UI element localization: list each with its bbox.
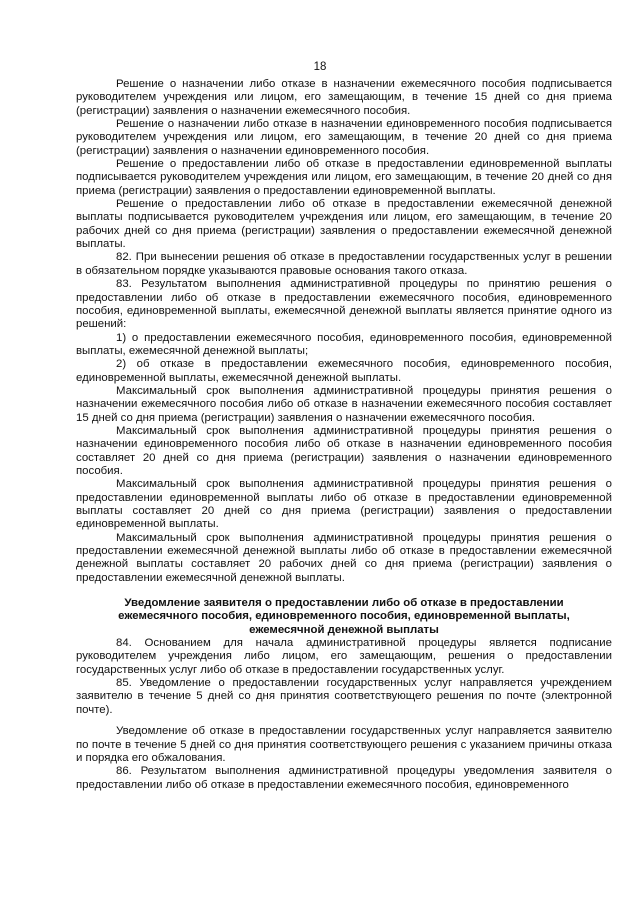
paragraph: 84. Основанием для начала административной процедуры является подписание руководителем учреждения либо лицом, его замещающим, решения о предоставлении государственных услуг либо об отказе в предоставлении государственных услуг. <box>76 637 612 676</box>
paragraph: Решение о предоставлении либо об отказе в предоставлении единовременной выплаты подписывается руководителем учреждения или лицом, его замещающим, в течение 20 дней со дня приема (регистрации) заявления о предоставлении единовременной выплаты. <box>76 158 612 197</box>
paragraph: Решение о назначении либо отказе в назначении единовременного пособия подписывается руководителем учреждения или лицом, его замещающим, в течение 20 дней со дня приема (регистрации) заявления о назначении единовременного пособия. <box>76 118 612 157</box>
paragraph: 85. Уведомление о предоставлении государственных услуг направляется учреждением заявителю в течение 5 дней со дня принятия соответствующего решения по почте (электронной почте). <box>76 677 612 716</box>
paragraph: 82. При вынесении решения об отказе в предоставлении государственных услуг в решении в обязательном порядке указываются правовые основания такого отказа. <box>76 251 612 277</box>
section-heading-line: ежемесячной денежной выплаты <box>249 623 439 636</box>
paragraph: Решение о назначении либо отказе в назначении ежемесячного пособия подписывается руководителем учреждения или лицом, его замещающим, в течение 15 дней со дня приема (регистрации) заявления о назначении ежемесячного пособия. <box>76 78 612 117</box>
document-body <box>76 78 612 792</box>
page-number: 18 <box>313 61 327 73</box>
paragraph: 86. Результатом выполнения административной процедуры уведомления заявителя о предоставлении либо об отказе в предоставлении ежемесячного пособия, единовременного <box>76 765 612 791</box>
list-item: 2) об отказе в предоставлении ежемесячного пособия, единовременного пособия, единовременной выплаты, ежемесячной денежной выплаты. <box>76 358 612 384</box>
paragraph: Максимальный срок выполнения административной процедуры принятия решения о назначении единовременного пособия либо об отказе в назначении единовременного пособия составляет 20 дней со дня приема (регистрации) заявления о назначении единовременного пособия. <box>76 424 612 477</box>
paragraph: 83. Результатом выполнения административной процедуры по принятию решения о предоставлении либо об отказе в предоставлении ежемесячного пособия, единовременного пособия, единовременной выплаты, ежемесячной денежной выплаты является принятие одного из решений: <box>76 278 612 331</box>
paragraph: Уведомление об отказе в предоставлении государственных услуг направляется заявителю по почте в течение 5 дней со дня принятия соответствующего решения с указанием причины отказа и порядка его обжалования. <box>76 725 612 764</box>
section-heading-line: Уведомление заявителя о предоставлении либо об отказе в предоставлении <box>124 597 564 610</box>
section-heading-line: ежемесячного пособия, единовременного пособия, единовременной выплаты, <box>118 610 570 623</box>
paragraph: Максимальный срок выполнения административной процедуры принятия решения о назначении ежемесячного пособия либо об отказе в назначении ежемесячного пособия составляет 15 дней со дня приема (регистрации) заявления о назначении ежемесячного пособия. <box>76 384 612 424</box>
paragraph: Максимальный срок выполнения административной процедуры принятия решения о предоставлении ежемесячной денежной выплаты либо об отказе в предоставлении ежемесячной денежной выплаты составляет 20 рабочих дней со дня приема (регистрации) заявления о предоставлении ежемесячной денежной выплаты. <box>76 531 612 584</box>
list-item: 1) о предоставлении ежемесячного пособия, единовременного пособия, единовременной выплаты, ежемесячной денежной выплаты; <box>76 331 612 357</box>
section-heading <box>76 597 612 637</box>
paragraph: Решение о предоставлении либо об отказе в предоставлении ежемесячной денежной выплаты подписывается руководителем учреждения или лицом, его замещающим, в течение 20 рабочих дней со дня приема (регистрации) заявления о предоставлении ежемесячной денежной выплаты. <box>76 198 612 251</box>
paragraph: Максимальный срок выполнения административной процедуры принятия решения о предоставлении единовременной выплаты либо об отказе в предоставлении единовременной выплаты составляет 20 дней со дня приема (регистрации) заявления о предоставлении единовременной выплаты. <box>76 478 612 531</box>
